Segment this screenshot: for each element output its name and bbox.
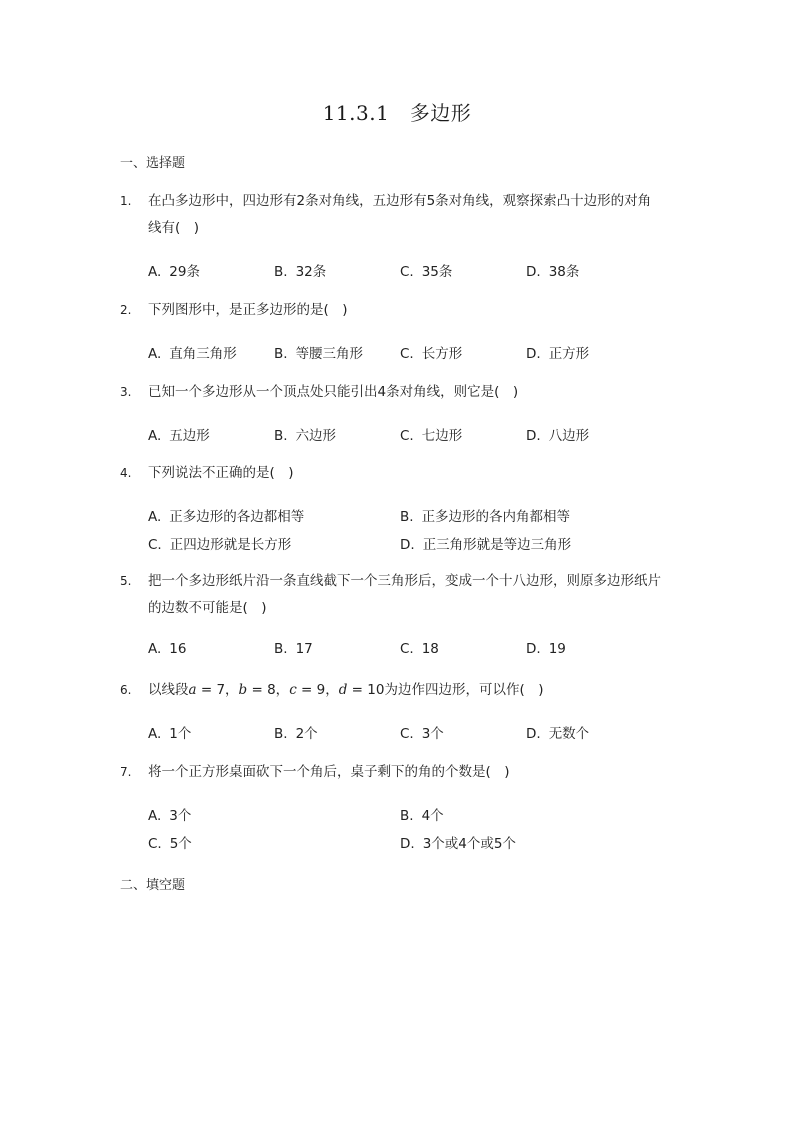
option-c: C. 5个 [148, 836, 192, 852]
option-d: D. 19 [526, 641, 566, 657]
question-number: 6. [120, 683, 132, 697]
option-d: D. 正三角形就是等边三角形 [400, 537, 572, 553]
question-3 [120, 379, 680, 406]
question-4 [120, 460, 680, 487]
question-stem-line: 下列说法不正确的是( ) [148, 465, 294, 481]
math-var: d [338, 682, 348, 698]
question-number: 1. [120, 194, 132, 208]
option-d: D. 无数个 [526, 726, 590, 742]
question-number: 4. [120, 466, 132, 480]
option-a: A. 五边形 [148, 428, 210, 444]
option-b: B. 32条 [274, 264, 327, 280]
option-c: C. 七边形 [400, 428, 463, 444]
section-heading-choice: 一、选择题 [120, 156, 186, 171]
option-c: C. 3个 [400, 726, 444, 742]
option-b: B. 2个 [274, 726, 318, 742]
option-d: D. 38条 [526, 264, 580, 280]
option-a: A. 16 [148, 641, 187, 657]
option-c: C. 18 [400, 641, 439, 657]
question-stem-line: 将一个正方形桌面砍下一个角后，桌子剩下的角的个数是( ) [148, 764, 510, 780]
question-stem-line: 在凸多边形中，四边形有2条对角线，五边形有5条对角线，观察探索凸十边形的对角 [148, 193, 652, 209]
question-number: 3. [120, 385, 132, 399]
question-1 [120, 188, 680, 242]
option-c: C. 正四边形就是长方形 [148, 537, 292, 553]
option-c: C. 35条 [400, 264, 453, 280]
question-number: 7. [120, 765, 132, 779]
option-d: D. 3个或4个或5个 [400, 836, 516, 852]
option-b: B. 六边形 [274, 428, 337, 444]
option-b: B. 等腰三角形 [274, 346, 364, 362]
option-a: A. 正多边形的各边都相等 [148, 509, 305, 525]
option-b: B. 4个 [400, 808, 444, 824]
option-d: D. 八边形 [526, 428, 590, 444]
option-c: C. 长方形 [400, 346, 463, 362]
question-stem-line: 的边数不可能是( ) [148, 600, 267, 616]
question-stem-line: 已知一个多边形从一个顶点处只能引出4条对角线，则它是( ) [148, 384, 519, 400]
question-2 [120, 297, 680, 324]
question-5 [120, 568, 680, 622]
question-stem-line: 下列图形中，是正多边形的是( ) [148, 302, 348, 318]
option-a: A. 29条 [148, 264, 200, 280]
question-6 [120, 677, 680, 704]
option-a: A. 3个 [148, 808, 192, 824]
question-number: 5. [120, 574, 132, 588]
page-title: 11.3.1 多边形 [322, 101, 472, 125]
math-var: b [238, 682, 248, 698]
question-stem-line: 以线段a = 7，b = 8，c = 9，d = 10为边作四边形，可以作( ) [148, 682, 544, 698]
question-stem-line: 把一个多边形纸片沿一条直线截下一个三角形后，变成一个十八边形，则原多边形纸片 [148, 573, 661, 589]
section-heading-fill: 二、填空题 [120, 878, 186, 893]
option-b: B. 17 [274, 641, 313, 657]
option-b: B. 正多边形的各内角都相等 [400, 509, 571, 525]
question-number: 2. [120, 303, 132, 317]
question-7 [120, 759, 680, 786]
math-var: c [289, 682, 297, 698]
option-d: D. 正方形 [526, 346, 590, 362]
option-a: A. 直角三角形 [148, 346, 237, 362]
option-a: A. 1个 [148, 726, 192, 742]
question-stem-line: 线有( ) [148, 220, 200, 236]
math-var: a [188, 682, 197, 698]
